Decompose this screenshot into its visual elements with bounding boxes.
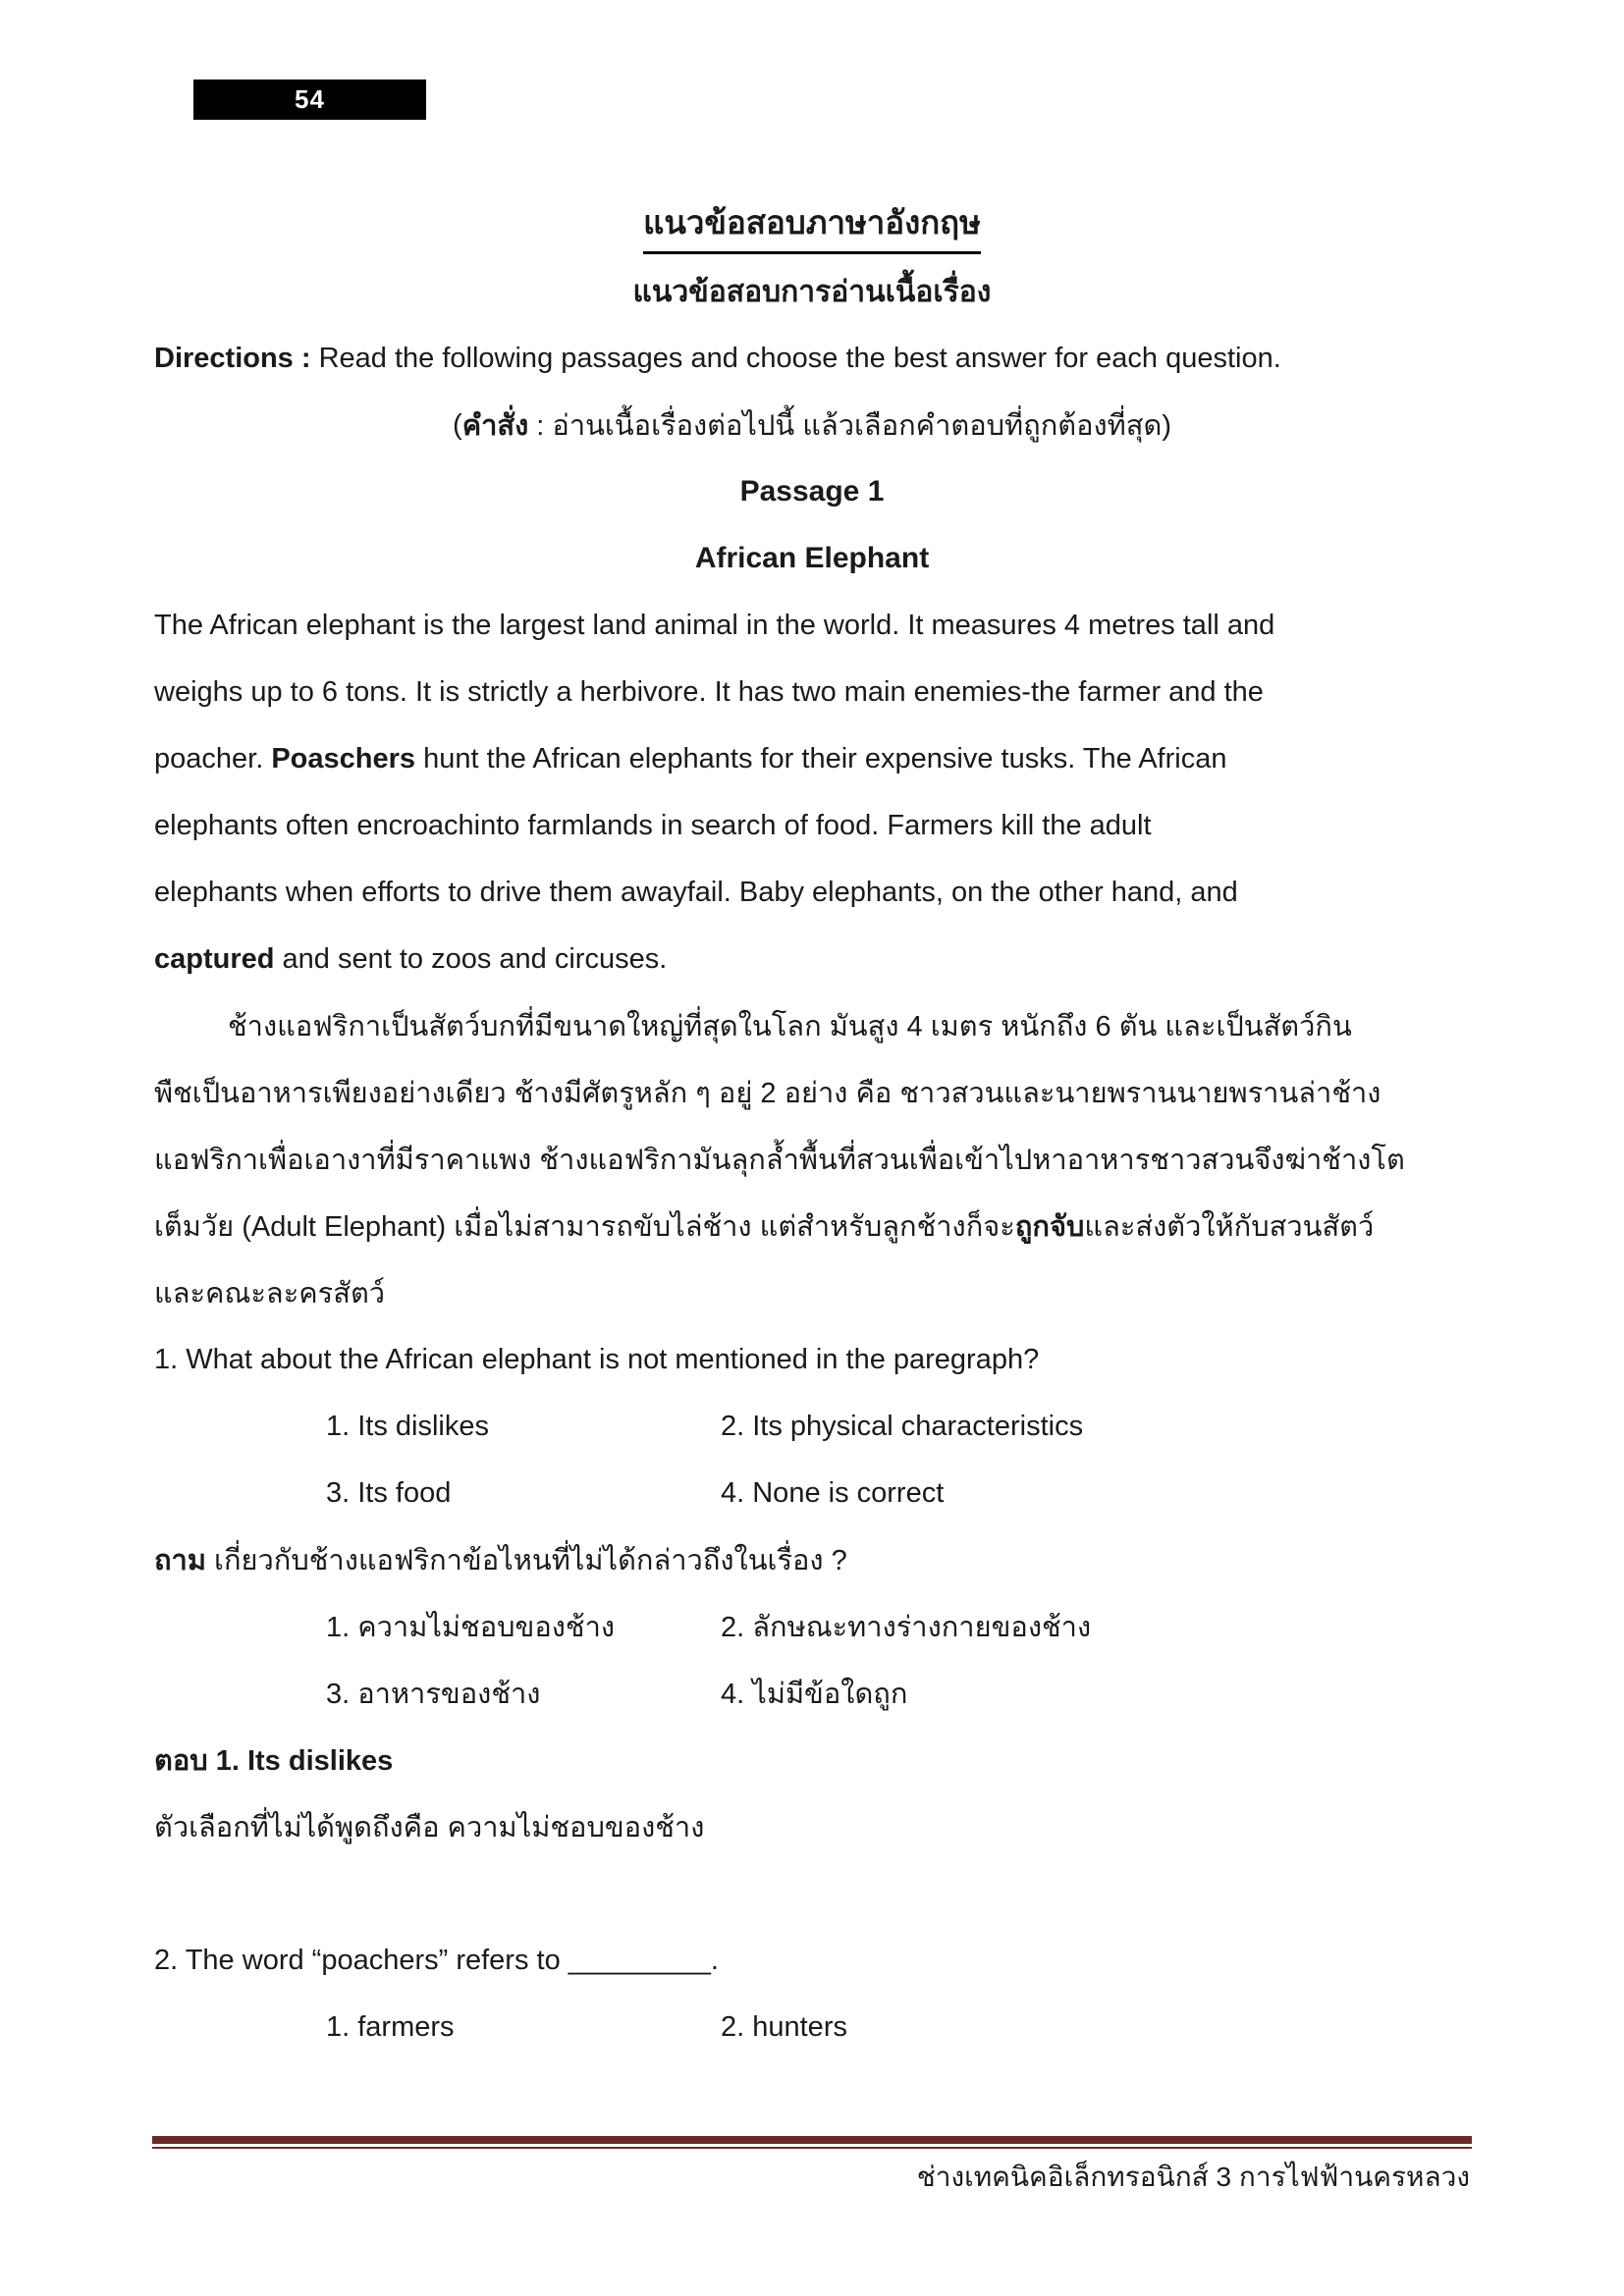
passage-en-text: hunt the African elephants for their expensive tusks. The African bbox=[415, 742, 1227, 774]
question-1-thai-label: ถาม bbox=[154, 1545, 206, 1576]
option: 1. ความไม่ชอบของช้าง bbox=[326, 1612, 616, 1643]
passage-en-text: weighs up to 6 tons. It is strictly a herbivore. It has two main enemies-the farmer and the bbox=[154, 675, 1264, 708]
option: 3. อาหารของช้าง bbox=[326, 1679, 541, 1710]
question-1 bbox=[154, 1326, 1470, 1393]
option: 3. Its food bbox=[326, 1476, 452, 1509]
spacer-line bbox=[154, 1860, 1470, 1927]
directions-thai-text: : อ่านเนื้อเรื่องต่อไปนี้ แล้วเลือกคำตอบที่ถูกต้องที่สุด) bbox=[528, 410, 1171, 442]
directions-text: Read the following passages and choose the best answer for each question. bbox=[318, 342, 1281, 374]
document-title-line bbox=[154, 191, 1470, 258]
directions-thai-label: คำสั่ง bbox=[461, 410, 529, 442]
question-1-options-row-2 bbox=[154, 1460, 1470, 1526]
page-number: 54 bbox=[295, 84, 325, 114]
footer-divider-thick-line bbox=[152, 2136, 1472, 2144]
footer-divider bbox=[152, 2136, 1472, 2149]
passage-title: African Elephant bbox=[694, 542, 930, 574]
question-1-explanation bbox=[154, 1793, 1470, 1860]
directions-thai-open: ( bbox=[453, 408, 462, 441]
passage-th-text: และส่งตัวให้กับสวนสัตว์ bbox=[1084, 1211, 1375, 1243]
passage-en-line-2 bbox=[154, 659, 1470, 725]
passage-en-text: The African elephant is the largest land animal in the world. It measures 4 metres tall and bbox=[154, 609, 1275, 641]
directions-label: Directions : bbox=[154, 342, 319, 374]
question-1-options-row-1 bbox=[154, 1393, 1470, 1460]
passage-th-text: ช้างแอฟริกาเป็นสัตว์บกที่มีขนาดใหญ่ที่สุดในโลก มันสูง 4 เมตร หนักถึง 6 ตัน และเป็นสัตว์กิน bbox=[228, 1011, 1352, 1042]
passage-en-line-6 bbox=[154, 926, 1470, 992]
question-1-thai-options-row-1 bbox=[154, 1593, 1470, 1660]
question-1-answer bbox=[154, 1727, 1470, 1793]
passage-th-text: เต็มวัย (Adult Elephant) เมื่อไม่สามารถขับไล่ช้าง แต่สำหรับลูกช้างก็จะ bbox=[154, 1211, 1015, 1243]
question-2-options-row-1 bbox=[154, 1994, 1470, 2060]
passage-en-text: elephants often encroachinto farmlands in search of food. Farmers kill the adult bbox=[154, 809, 1152, 841]
passage-th-text: พืชเป็นอาหารเพียงอย่างเดียว ช้างมีศัตรูหลัก ๆ อยู่ 2 อย่าง คือ ชาวสวนและนายพรานนายพรานล่าช้าง bbox=[154, 1078, 1381, 1109]
directions-thai-line bbox=[154, 392, 1470, 458]
question-1-thai-options-row-2 bbox=[154, 1660, 1470, 1727]
passage-label: Passage 1 bbox=[739, 475, 885, 507]
option: 2. hunters bbox=[721, 2010, 847, 2043]
passage-en-line-3 bbox=[154, 725, 1470, 792]
option: 1. farmers bbox=[326, 2010, 455, 2043]
passage-th-line-5 bbox=[154, 1259, 1470, 1326]
footer-divider-thin-line bbox=[152, 2147, 1472, 2149]
page-content bbox=[154, 191, 1470, 2060]
passage-th-bold-word: ถูกจับ bbox=[1014, 1211, 1085, 1243]
passage-th-text: และคณะละครสัตว์ bbox=[154, 1278, 386, 1309]
passage-th-line-1 bbox=[154, 992, 1470, 1059]
option: 2. ลักษณะทางร่างกายของช้าง bbox=[721, 1612, 1092, 1643]
passage-en-line-4 bbox=[154, 792, 1470, 859]
page-number-badge bbox=[193, 80, 426, 120]
question-1-thai-text: เกี่ยวกับช้างแอฟริกาข้อไหนที่ไม่ได้กล่าวถึงในเรื่อง ? bbox=[205, 1545, 847, 1576]
document-subtitle: แนวข้อสอบการอ่านเนื้อเรื่อง bbox=[632, 275, 992, 308]
passage-title-line bbox=[154, 525, 1470, 592]
passage-th-line-3 bbox=[154, 1126, 1470, 1193]
passage-th-text: แอฟริกาเพื่อเอางาที่มีราคาแพง ช้างแอฟริกามันลุกล้ำพื้นที่สวนเพื่อเข้าไปหาอาหารชาวสวนจึงฆ่าช้างโต bbox=[154, 1145, 1405, 1176]
passage-label-line bbox=[154, 458, 1470, 525]
passage-en-text: and sent to zoos and circuses. bbox=[274, 942, 668, 975]
question-1-thai bbox=[154, 1526, 1470, 1593]
option: 2. Its physical characteristics bbox=[721, 1410, 1084, 1442]
passage-en-text: elephants when efforts to drive them awayfail. Baby elephants, on the other hand, and bbox=[154, 876, 1238, 908]
question-1-text: 1. What about the African elephant is not mentioned in the paregraph? bbox=[154, 1343, 1040, 1375]
document-subtitle-line bbox=[154, 258, 1470, 325]
passage-en-line-1 bbox=[154, 592, 1470, 659]
passage-th-line-2 bbox=[154, 1059, 1470, 1126]
question-2 bbox=[154, 1927, 1470, 1994]
question-2-text: 2. The word “poachers” refers to _________. bbox=[154, 1944, 719, 1976]
passage-en-text: poacher. bbox=[154, 742, 272, 774]
passage-en-line-5 bbox=[154, 859, 1470, 926]
directions-line bbox=[154, 325, 1470, 392]
passage-en-bold-word: Poaschers bbox=[271, 742, 416, 774]
option: 4. None is correct bbox=[721, 1476, 945, 1509]
passage-th-line-4 bbox=[154, 1193, 1470, 1259]
document-title: แนวข้อสอบภาษาอังกฤษ bbox=[643, 196, 981, 254]
option: 1. Its dislikes bbox=[326, 1410, 489, 1442]
explanation-text: ตัวเลือกที่ไม่ได้พูดถึงคือ ความไม่ชอบของช้าง bbox=[154, 1812, 705, 1843]
footer-text: ช่างเทคนิคอิเล็กทรอนิกส์ 3 การไฟฟ้านครหลวง bbox=[916, 2162, 1470, 2192]
footer bbox=[154, 2156, 1470, 2199]
passage-en-bold-word: captured bbox=[154, 942, 275, 975]
answer-text: ตอบ 1. Its dislikes bbox=[154, 1745, 394, 1777]
option: 4. ไม่มีข้อใดถูก bbox=[721, 1679, 908, 1710]
